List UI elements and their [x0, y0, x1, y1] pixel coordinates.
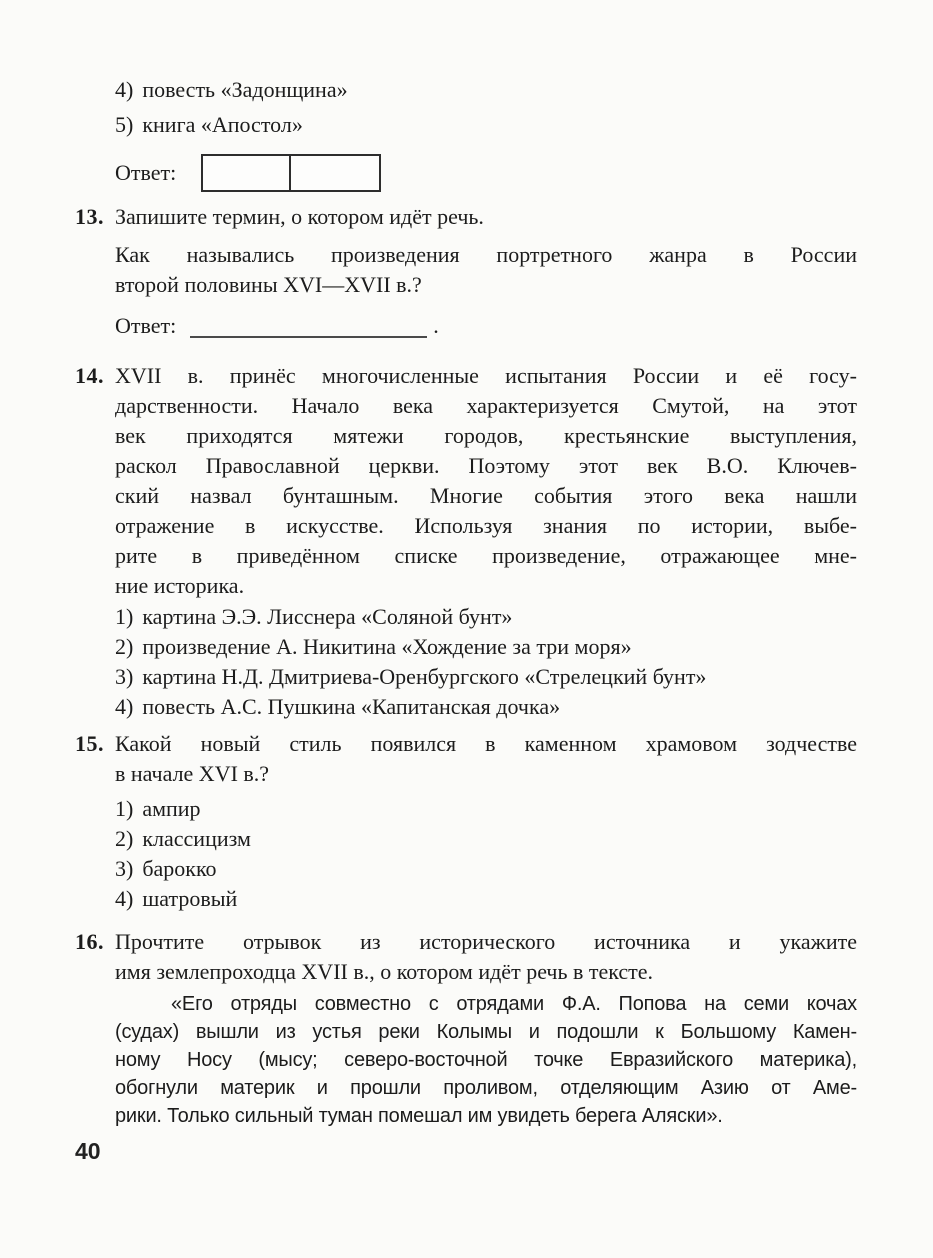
question-13 [75, 202, 857, 300]
body-line: XVII в. принёс многочисленные испытания России и её госу- [115, 363, 857, 388]
option-text: ампир [142, 796, 201, 821]
question-number: 16. [75, 929, 104, 954]
question-number: 13. [75, 204, 104, 229]
quote-line: (судах) вышли из устья реки Колымы и подошли к Большому Камен- [115, 1021, 857, 1043]
question-prompt: Запишите термин, о котором идёт речь. [115, 204, 484, 229]
answer-label: Ответ: [115, 313, 177, 338]
option-row [115, 107, 857, 142]
option-row [115, 884, 857, 914]
option-number: 2) [115, 634, 134, 659]
question-body [115, 361, 857, 601]
body-line: век приходятся мятежи городов, крестьянские выступления, [115, 423, 857, 448]
option-row [115, 632, 857, 662]
body-line: Прочтите отрывок из исторического источника и укажите [115, 929, 857, 954]
question-body [115, 240, 857, 300]
body-line: раскол Православной церкви. Поэтому этот век В.О. Ключев- [115, 453, 857, 478]
question-12-options [75, 72, 857, 142]
answer-blank-line[interactable] [190, 314, 427, 338]
option-number: 3) [115, 856, 134, 881]
option-number: 4) [115, 694, 134, 719]
option-number: 2) [115, 826, 134, 851]
question-15 [75, 729, 857, 914]
answer-cell-1[interactable] [203, 156, 291, 190]
answer-row-blank [75, 311, 857, 341]
answer-row-boxed [75, 154, 857, 192]
options-list [115, 602, 857, 722]
option-text: картина Э.Э. Лисснера «Соляной бунт» [142, 604, 513, 629]
option-number: 1) [115, 796, 134, 821]
page-number: 40 [75, 1138, 101, 1164]
option-row [115, 602, 857, 632]
option-row [115, 854, 857, 884]
question-number: 14. [75, 363, 104, 388]
option-text: произведение А. Никитина «Хождение за три моря» [142, 634, 632, 659]
answer-label: Ответ: [115, 160, 177, 185]
quote-line: рики. Только сильный туман помешал им увидеть берега Аляски». [115, 1105, 723, 1127]
body-line: имя землепроходца XVII в., о котором идёт речь в тексте. [115, 959, 654, 984]
body-line: дарственности. Начало века характеризуется Смутой, на этот [115, 393, 857, 418]
body-line: ние историка. [115, 573, 245, 598]
option-text: картина Н.Д. Дмитриева-Оренбургского «Стрелецкий бунт» [142, 664, 707, 689]
body-line: отражение в искусстве. Используя знания по истории, выбе- [115, 513, 857, 538]
option-text: шатровый [142, 886, 238, 911]
question-body [115, 729, 857, 789]
option-row [115, 794, 857, 824]
option-text: барокко [142, 856, 217, 881]
option-number: 5) [115, 112, 134, 137]
body-line: Какой новый стиль появился в каменном храмовом зодчестве [115, 731, 857, 756]
quote-line: «Его отряды совместно с отрядами Ф.А. Попова на семи кочах [171, 993, 857, 1015]
body-line: ский назвал бунташным. Многие события этого века нашли [115, 483, 857, 508]
quote-line: обогнули материк и прошли проливом, отделяющим Азию от Аме- [115, 1077, 857, 1099]
option-row [115, 662, 857, 692]
options-list [115, 794, 857, 914]
question-prompt [115, 927, 857, 987]
option-row [115, 692, 857, 722]
body-line: в начале XVI в.? [115, 761, 270, 786]
question-number: 15. [75, 731, 104, 756]
option-number: 4) [115, 77, 134, 102]
option-text: классицизм [142, 826, 251, 851]
question-14 [75, 361, 857, 722]
option-row [115, 824, 857, 854]
option-row [115, 72, 857, 107]
body-line: рите в приведённом списке произведение, отражающее мне- [115, 543, 857, 568]
answer-cell-2[interactable] [291, 156, 379, 190]
body-line: Как назывались произведения портретного жанра в России [115, 242, 857, 267]
option-text: повесть А.С. Пушкина «Капитанская дочка» [142, 694, 561, 719]
source-excerpt [115, 990, 857, 1130]
option-number: 1) [115, 604, 134, 629]
answer-box[interactable] [201, 154, 381, 192]
option-number: 4) [115, 886, 134, 911]
option-number: 3) [115, 664, 134, 689]
answer-period: . [433, 313, 439, 338]
option-text: повесть «Задонщина» [142, 77, 348, 102]
question-16 [75, 927, 857, 1130]
option-text: книга «Апостол» [142, 112, 303, 137]
body-line: второй половины XVI—XVII в.? [115, 272, 422, 297]
quote-line: ному Носу (мысу; северо-восточной точке Евразийского материка), [115, 1049, 857, 1071]
